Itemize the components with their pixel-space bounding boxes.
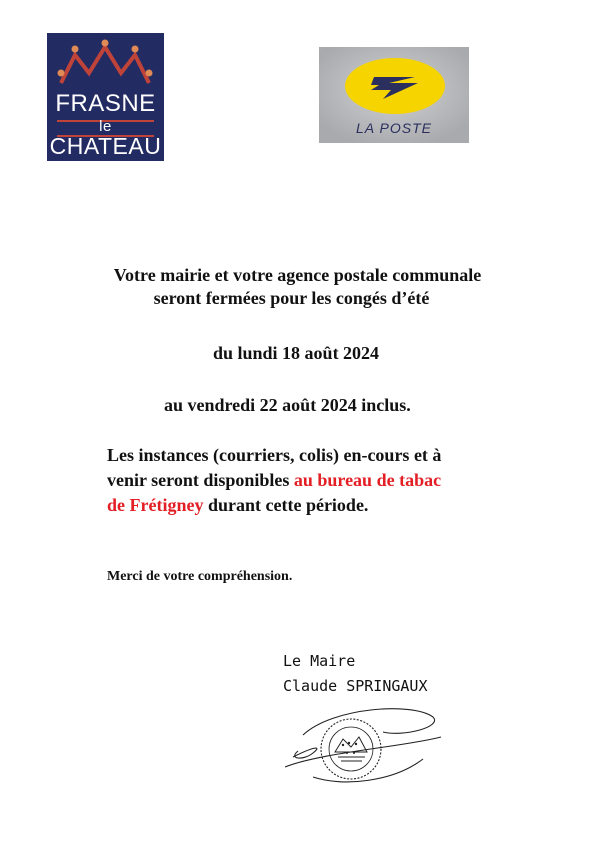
logo-text-le: le: [99, 118, 112, 135]
signature-name: Claude SPRINGAUX: [283, 677, 428, 695]
notice-instances-line-2: [107, 469, 441, 491]
notice-instances-line-3: [107, 494, 368, 516]
notice-line-1: Votre mairie et votre agence postale communale: [113, 265, 482, 285]
frasne-le-chateau-logo: [47, 33, 164, 161]
thanks-line: Merci de votre compréhension.: [107, 569, 293, 584]
logo-text-chateau: CHATEAU: [49, 133, 162, 159]
highlighted-location: de Frétigney: [107, 495, 204, 515]
instances-text: venir seront disponibles: [107, 470, 294, 490]
mairie-stamp-signature: [283, 697, 443, 792]
la-poste-logo: [319, 47, 469, 143]
notice-instances-line-1: Les instances (courriers, colis) en-cours et à: [107, 445, 442, 465]
signature-title: Le Maire: [283, 652, 356, 670]
notice-line-2: seront fermées pour les congés d’été: [153, 288, 430, 308]
notice-date-to: au vendredi 22 août 2024 inclus.: [164, 395, 411, 415]
notice-date-from: du lundi 18 août 2024: [213, 343, 380, 363]
logo-text-frasne: FRASNE: [55, 90, 156, 117]
crown-icon: [47, 33, 164, 93]
la-poste-wordmark: LA POSTE: [356, 120, 432, 136]
highlighted-location: au bureau de tabac: [293, 470, 442, 490]
instances-text: durant cette période.: [203, 495, 369, 515]
